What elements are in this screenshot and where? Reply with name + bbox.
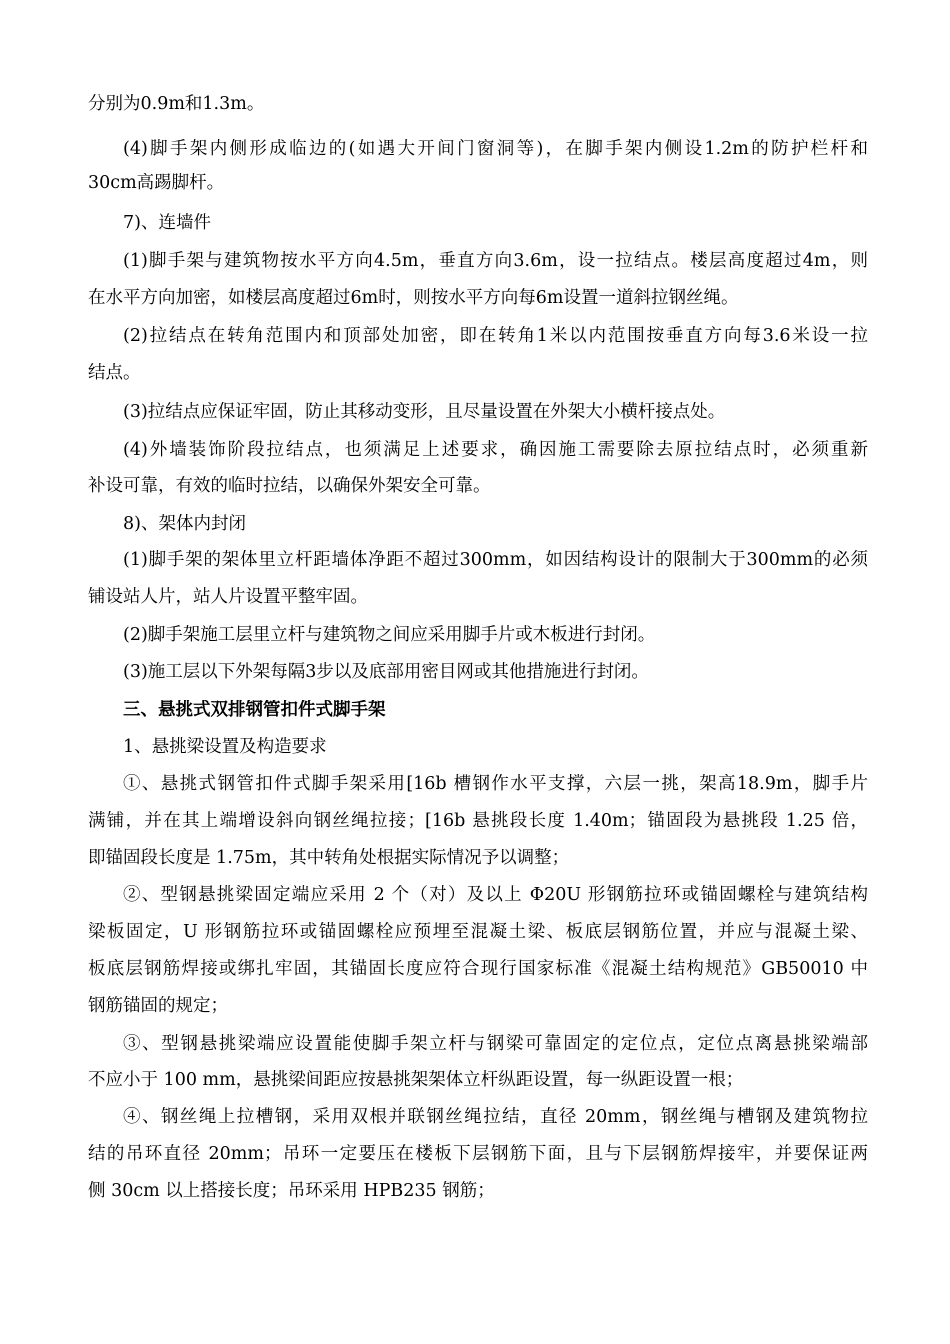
text-line: ①、悬挑式钢管扣件式脚手架采用[16b 槽钢作水平支撑，六层一挑，架高18.9m，脚手片: [123, 774, 868, 794]
text-line: 梁板固定，U 形钢筋拉环或锚固螺栓应预埋至混凝土梁、板底层钢筋位置，并应与混凝土梁、: [88, 922, 868, 942]
section-heading: 8)、架体内封闭: [123, 514, 246, 534]
text-line: (1)脚手架与建筑物按水平方向4.5m，垂直方向3.6m，设一拉结点。楼层高度超过4m，则: [123, 251, 868, 271]
text-line: (2)拉结点在转角范围内和顶部处加密，即在转角1米以内范围按垂直方向每3.6米设一拉: [123, 326, 868, 346]
text-line: (4)外墙装饰阶段拉结点，也须满足上述要求，确因施工需要除去原拉结点时，必须重新: [123, 440, 868, 460]
section-heading: 7)、连墙件: [123, 213, 211, 233]
section-heading: 1、悬挑梁设置及构造要求: [123, 737, 327, 757]
text-line: (4)脚手架内侧形成临边的(如遇大开间门窗洞等)，在脚手架内侧设1.2m的防护栏杆和: [123, 139, 868, 159]
text-line: 不应小于 100 mm，悬挑梁间距应按悬挑架架体立杆纵距设置，每一纵距设置一根；: [88, 1070, 744, 1090]
text-line: 结点。: [88, 363, 141, 383]
text-line: ②、型钢悬挑梁固定端应采用 2 个（对）及以上 Φ20U 形钢筋拉环或锚固螺栓与建筑结构: [123, 885, 868, 905]
text-line: 钢筋锚固的规定；: [88, 996, 228, 1016]
text-line: (3)拉结点应保证牢固，防止其移动变形，且尽量设置在外架大小横杆接点处。: [123, 402, 726, 422]
text-line: ③、型钢悬挑梁端应设置能使脚手架立杆与钢梁可靠固定的定位点，定位点离悬挑梁端部: [123, 1034, 868, 1054]
text-line: 在水平方向加密，如楼层高度超过6m时，则按水平方向每6m设置一道斜拉钢丝绳。: [88, 288, 739, 308]
text-line: 板底层钢筋焊接或绑扎牢固，其锚固长度应符合现行国家标准《混凝土结构规范》GB50010 中: [88, 959, 868, 979]
text-line: (3)施工层以下外架每隔3步以及底部用密目网或其他措施进行封闭。: [123, 662, 649, 682]
text-line: (2)脚手架施工层里立杆与建筑物之间应采用脚手片或木板进行封闭。: [123, 625, 656, 645]
text-line: 分别为0.9m和1.3m。: [88, 94, 265, 114]
chapter-heading: 三、悬挑式双排钢管扣件式脚手架: [123, 700, 386, 720]
text-line: ④、钢丝绳上拉槽钢，采用双根并联钢丝绳拉结，直径 20mm，钢丝绳与槽钢及建筑物拉: [123, 1107, 868, 1127]
text-line: 铺设站人片，站人片设置平整牢固。: [88, 587, 368, 607]
text-line: 即锚固段长度是 1.75m，其中转角处根据实际情况予以调整；: [88, 848, 570, 868]
text-line: 30cm高踢脚杆。: [88, 173, 225, 193]
text-line: 补设可靠，有效的临时拉结，以确保外架安全可靠。: [88, 476, 491, 496]
text-line: 满铺，并在其上端增设斜向钢丝绳拉接；[16b 悬挑段长度 1.40m；锚固段为悬挑段 1.25 倍，: [88, 811, 868, 831]
text-line: 结的吊环直径 20mm；吊环一定要压在楼板下层钢筋下面，且与下层钢筋焊接牢，并要保证两: [88, 1144, 868, 1164]
text-line: 侧 30cm 以上搭接长度；吊环采用 HPB235 钢筋；: [88, 1181, 495, 1201]
text-line: (1)脚手架的架体里立杆距墙体净距不超过300mm，如因结构设计的限制大于300mm的必须: [123, 550, 868, 570]
